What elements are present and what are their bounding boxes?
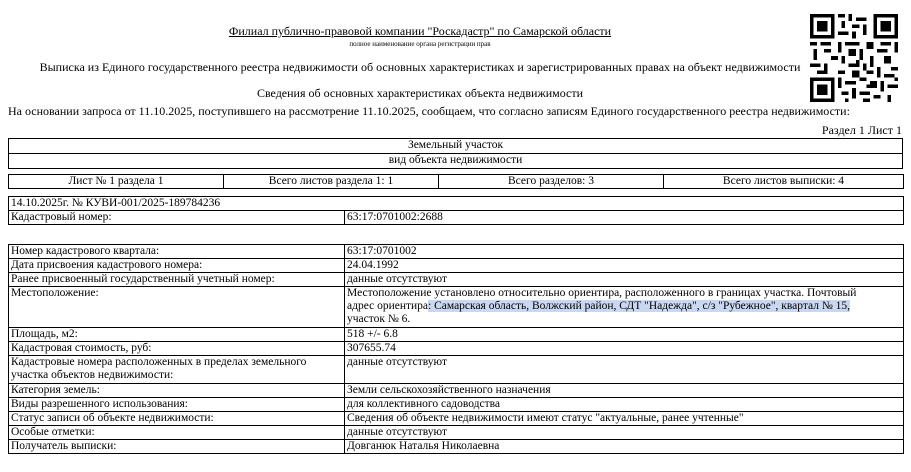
table-row [9,328,904,342]
land-category-label: Категория земель: [9,384,345,398]
table-row [9,412,904,426]
inner-objects-label-line-1: Кадастровые номера расположенных в пределах земельного [11,356,307,368]
table-row [9,287,904,328]
object-type-table [8,138,903,169]
table-row [9,356,904,384]
prev-number-value: данные отсутствуют [345,273,904,287]
cost-value: 307655.74 [345,342,904,356]
recipient-label: Получатель выписки: [9,440,345,454]
section-title: Сведения об основных характеристиках объекта недвижимости [256,86,584,100]
permitted-use-label: Виды разрешенного использования: [9,398,345,412]
assign-date-value: 24.04.1992 [345,259,904,273]
record-status-label: Статус записи об объекте недвижимости: [9,412,345,426]
location-line-2-prefix: адрес ориентира [347,300,429,312]
cost-label: Кадастровая стоимость, руб: [9,342,345,356]
area-value: 518 +/- 6.8 [345,328,904,342]
record-status-value: Сведения об объекте недвижимости имеют статус "актуальные, ранее учтенные" [345,412,904,426]
permitted-use-value: для коллективного садоводства [345,398,904,412]
location-line-3: участок № 6. [347,313,411,325]
cadastral-number-value: 63:17:0701002:2688 [345,211,904,225]
inner-objects-label [9,356,345,384]
total-sheets-extract: Всего листов выписки: 4 [664,175,904,189]
quarter-label: Номер кадастрового квартала: [9,245,345,259]
recipient-value: Довганюк Наталья Николаевна [345,440,904,454]
location-value [345,287,904,328]
sheets-table [8,174,904,189]
object-type: Земельный участок [9,139,903,154]
table-row [9,398,904,412]
table-row [9,259,904,273]
table-row [9,440,904,454]
basis-text: На основании запроса от 11.10.2025, поступившего на рассмотрение 11.10.2025, сообщаем, что согласно записям Единого государственного реестра недвижимости: [8,104,850,118]
assign-date-label: Дата присвоения кадастрового номера: [9,259,345,273]
table-row [9,245,904,259]
table-row [9,342,904,356]
section-number: Раздел 1 Лист 1 [821,123,902,137]
object-type-caption: вид объекта недвижимости [9,154,903,169]
location-address-highlight: : Самарская область, Волжский район, СДТ "Надежда", с/з "Рубежное", квартал № 15, [428,300,851,312]
qr-code-icon [810,14,898,102]
prev-number-label: Ранее присвоенный государственный учетный номер: [9,273,345,287]
area-label: Площадь, м2: [9,328,345,342]
location-line-2 [347,300,901,313]
cadastral-table [8,196,904,225]
org-caption: полное наименование органа регистрации прав [349,40,491,48]
quarter-value: 63:17:0701002 [345,245,904,259]
table-row [9,273,904,287]
table-row [9,384,904,398]
land-category-value: Земли сельскохозяйственного назначения [345,384,904,398]
special-notes-value: данные отсутствуют [345,426,904,440]
table-row [9,426,904,440]
inner-objects-label-line-2: участка объектов недвижимости: [11,369,174,381]
characteristics-table [8,244,904,454]
cadastral-number-label: Кадастровый номер: [9,211,345,225]
total-sections: Всего разделов: 3 [439,175,664,189]
inner-objects-value: данные отсутствуют [345,356,904,384]
extract-id: 14.10.2025г. № КУВИ-001/2025-189784236 [9,197,904,211]
org-name: Филиал публично-правовой компании "Роскадастр" по Самарской области [228,24,612,38]
extract-title: Выписка из Единого государственного реестра недвижимости об основных характеристиках и зарегистрированных правах на объект недвижимости [39,60,801,74]
sheet-number: Лист № 1 раздела 1 [9,175,224,189]
location-line-1: Местоположение установлено относительно ориентира, расположенного в границах участка. Почтовый [347,287,857,299]
total-sheets-section: Всего листов раздела 1: 1 [224,175,439,189]
special-notes-label: Особые отметки: [9,426,345,440]
location-label: Местоположение: [9,287,345,328]
